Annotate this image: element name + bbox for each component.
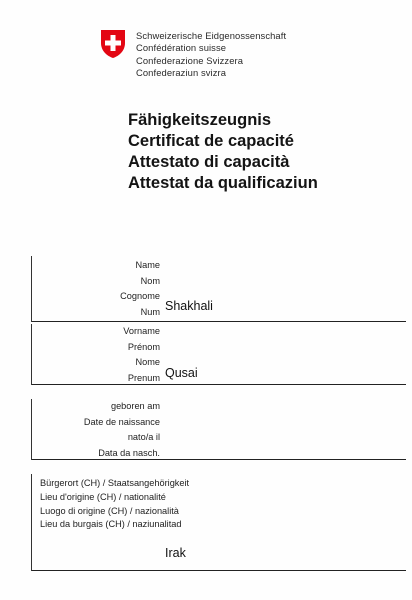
authority-line-fr: Confédération suisse [136,42,227,54]
document-title [128,110,318,194]
title-fr: Certificat de capacité [128,132,294,150]
first-name-label-rm: Prenum [127,372,160,383]
surname-section [31,256,406,322]
birth-date-label-rm: Data da nasch. [98,447,160,458]
origin-section [31,474,406,571]
birth-date-label-fr: Date de naissance [83,416,160,427]
birth-date-label-de: geboren am [110,401,160,411]
first-name-value: Qusai [165,366,198,380]
surname-label-de: Name [135,260,160,270]
origin-label-fr: Lieu d'origine (CH) / nationalité [40,491,166,502]
first-name-section [31,324,406,385]
divider [32,570,406,571]
authority-name [136,30,286,80]
origin-label-rm: Lieu da burgais (CH) / naziunalitad [40,519,182,530]
authority-line-rm: Confederaziun svizra [136,67,227,79]
first-name-label-de: Vorname [123,326,160,336]
birth-date-section [31,399,406,460]
authority-line-it: Confederazione Svizzera [136,54,244,66]
origin-labels [40,477,189,532]
surname-value: Shakhali [165,299,213,313]
surname-label-rm: Num [140,306,160,317]
surname-label-fr: Nom [140,275,160,286]
title-de: Fähigkeitszeugnis [128,111,272,129]
origin-value: Irak [165,546,186,560]
origin-label-de: Bürgerort (CH) / Staatsangehörigkeit [40,478,190,488]
title-rm: Attestat da qualificaziun [128,174,318,192]
surname-labels [120,258,160,320]
origin-label-it: Luogo di origine (CH) / nazionalità [40,505,179,516]
surname-label-it: Cognome [120,291,160,301]
birth-date-labels [84,399,160,461]
first-name-label-fr: Prénom [127,341,160,352]
authority-line-de: Schweizerische Eidgenossenschaft [136,30,287,41]
swiss-cross-icon [100,29,126,59]
divider [32,384,406,385]
divider [32,321,406,322]
first-name-label-it: Nome [135,357,160,367]
birth-date-label-it: nato/a il [127,432,160,442]
title-it: Attestato di capacità [128,153,290,171]
first-name-labels [123,324,160,386]
